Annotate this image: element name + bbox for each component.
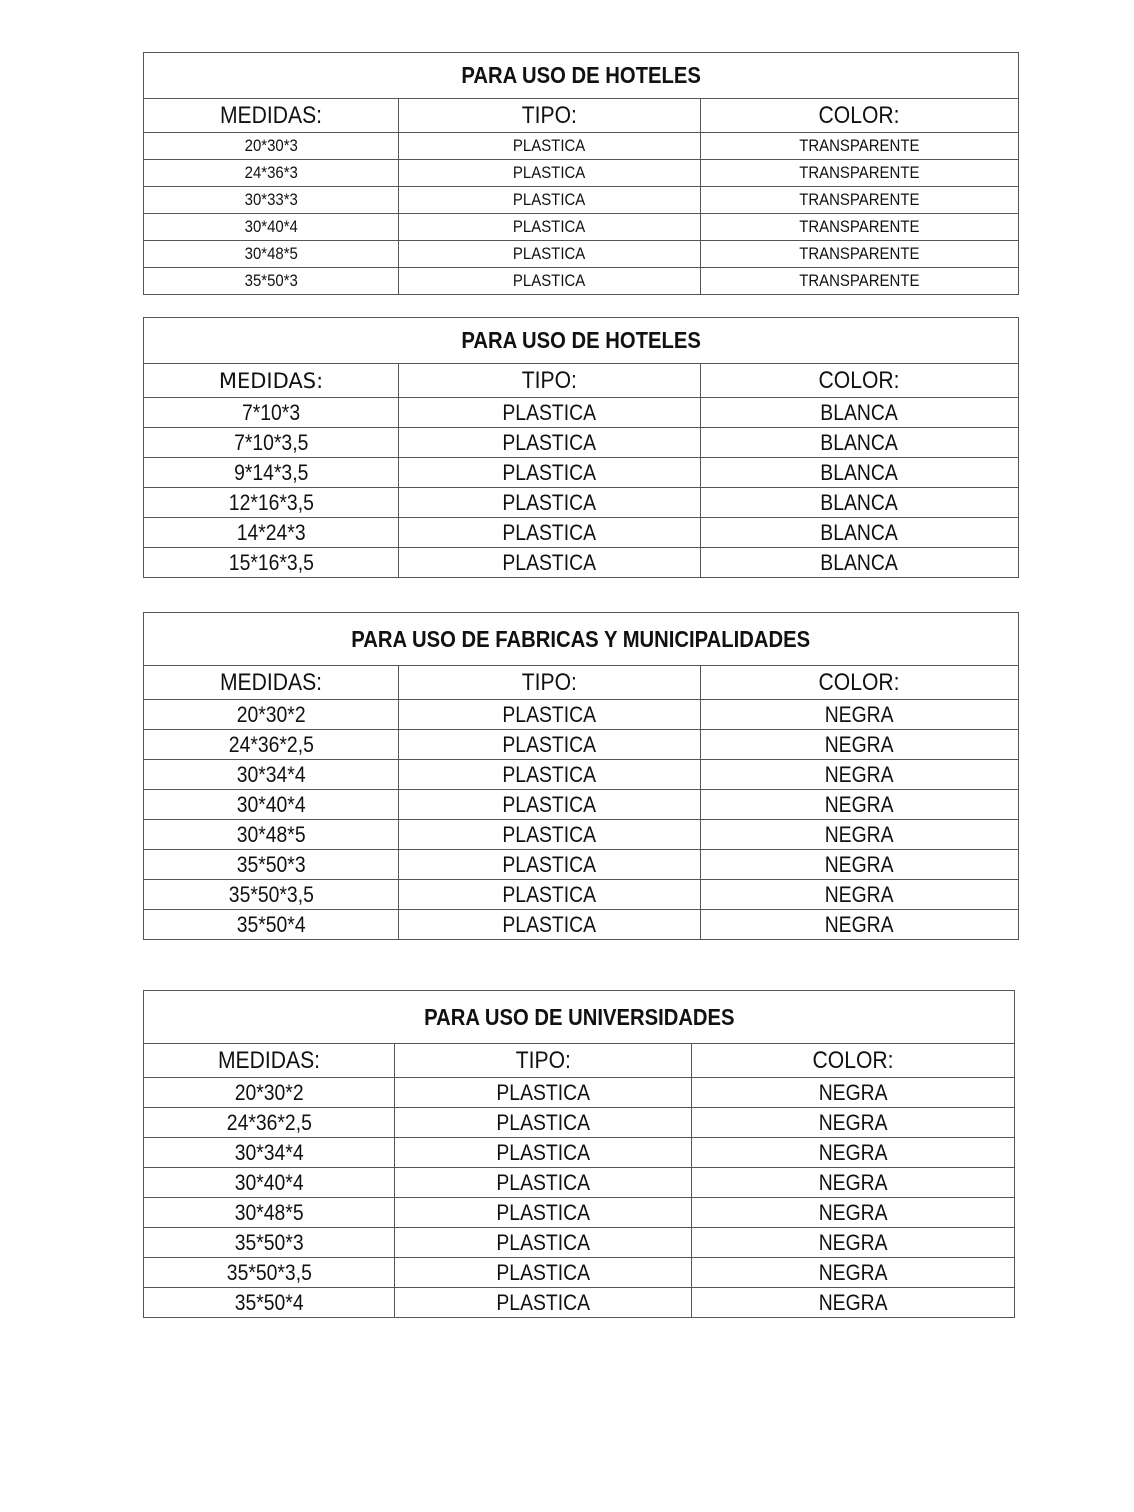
table-header-row bbox=[144, 666, 1019, 700]
cell-color bbox=[701, 398, 1019, 428]
cell-tipo bbox=[399, 488, 701, 518]
header-medidas bbox=[144, 666, 399, 700]
table-row bbox=[144, 1108, 1015, 1138]
cell-medidas-text: 30*48*5 bbox=[236, 821, 306, 847]
table-title-cell bbox=[144, 318, 1019, 364]
cell-tipo-text: PLASTICA bbox=[502, 731, 597, 757]
cell-color bbox=[692, 1168, 1015, 1198]
cell-color bbox=[701, 160, 1019, 187]
cell-medidas bbox=[144, 760, 399, 790]
cell-color bbox=[692, 1198, 1015, 1228]
header-tipo-label: TIPO: bbox=[515, 1046, 571, 1074]
cell-tipo-text: PLASTICA bbox=[496, 1079, 590, 1105]
cell-tipo-text: PLASTICA bbox=[502, 701, 597, 727]
cell-color bbox=[701, 760, 1019, 790]
cell-medidas bbox=[144, 458, 399, 488]
header-tipo bbox=[399, 364, 701, 398]
cell-tipo-text: PLASTICA bbox=[513, 217, 586, 236]
header-color bbox=[701, 99, 1019, 133]
cell-tipo bbox=[399, 458, 701, 488]
cell-medidas bbox=[144, 548, 399, 578]
table-row bbox=[144, 1288, 1015, 1318]
cell-tipo-text: PLASTICA bbox=[502, 429, 597, 455]
header-color-label: COLOR: bbox=[819, 366, 900, 394]
cell-tipo bbox=[395, 1288, 692, 1318]
table-title: PARA USO DE FABRICAS Y MUNICIPALIDADES bbox=[351, 625, 811, 652]
header-medidas-label: MEDIDAS: bbox=[219, 101, 323, 129]
cell-medidas-text: 20*30*2 bbox=[234, 1079, 304, 1105]
table-row bbox=[144, 518, 1019, 548]
header-tipo bbox=[399, 99, 701, 133]
cell-color-text: NEGRA bbox=[825, 911, 894, 937]
cell-tipo-text: PLASTICA bbox=[496, 1109, 590, 1135]
cell-color-text: TRANSPARENTE bbox=[799, 163, 920, 182]
header-tipo-label: TIPO: bbox=[521, 101, 578, 129]
cell-color-text: NEGRA bbox=[825, 791, 894, 817]
header-medidas-label: MEDIDAS: bbox=[218, 368, 324, 393]
table-row bbox=[144, 241, 1019, 268]
table-hoteles-transparente bbox=[143, 52, 1019, 295]
cell-tipo bbox=[399, 880, 701, 910]
cell-tipo-text: PLASTICA bbox=[502, 761, 597, 787]
cell-tipo-text: PLASTICA bbox=[502, 459, 597, 485]
cell-medidas-text: 35*50*4 bbox=[236, 911, 306, 937]
header-color bbox=[701, 666, 1019, 700]
cell-medidas bbox=[144, 850, 399, 880]
cell-medidas bbox=[144, 700, 399, 730]
cell-medidas bbox=[144, 214, 399, 241]
cell-color bbox=[701, 910, 1019, 940]
cell-medidas bbox=[144, 428, 399, 458]
cell-color bbox=[701, 187, 1019, 214]
cell-medidas-text: 7*10*3 bbox=[241, 399, 301, 425]
cell-medidas bbox=[144, 910, 399, 940]
cell-color bbox=[701, 133, 1019, 160]
cell-medidas bbox=[144, 1168, 395, 1198]
header-color bbox=[692, 1044, 1015, 1078]
cell-tipo bbox=[399, 850, 701, 880]
cell-tipo bbox=[395, 1138, 692, 1168]
cell-color bbox=[692, 1228, 1015, 1258]
cell-medidas bbox=[144, 820, 399, 850]
cell-medidas bbox=[144, 398, 399, 428]
cell-medidas-text: 35*50*3 bbox=[236, 851, 306, 877]
cell-medidas bbox=[144, 268, 399, 295]
cell-medidas-text: 24*36*2,5 bbox=[226, 1109, 312, 1135]
header-medidas bbox=[144, 364, 399, 398]
cell-color bbox=[701, 428, 1019, 458]
cell-tipo bbox=[395, 1168, 692, 1198]
cell-color bbox=[692, 1258, 1015, 1288]
cell-medidas bbox=[144, 488, 399, 518]
table-row bbox=[144, 458, 1019, 488]
header-tipo-label: TIPO: bbox=[521, 366, 578, 394]
cell-color-text: TRANSPARENTE bbox=[799, 271, 920, 290]
cell-medidas-text: 30*33*3 bbox=[244, 190, 298, 209]
cell-medidas-text: 35*50*3 bbox=[244, 271, 298, 290]
table-fabricas-municipalidades bbox=[143, 612, 1019, 940]
cell-tipo bbox=[399, 160, 701, 187]
cell-medidas bbox=[144, 187, 399, 214]
cell-tipo bbox=[399, 700, 701, 730]
cell-medidas-text: 12*16*3,5 bbox=[228, 489, 314, 515]
header-medidas bbox=[144, 1044, 395, 1078]
cell-color-text: NEGRA bbox=[825, 701, 894, 727]
cell-medidas-text: 15*16*3,5 bbox=[228, 549, 314, 575]
cell-medidas-text: 30*34*4 bbox=[234, 1139, 304, 1165]
cell-color bbox=[692, 1078, 1015, 1108]
cell-color-text: BLANCA bbox=[820, 399, 899, 425]
cell-color bbox=[701, 214, 1019, 241]
cell-color bbox=[701, 518, 1019, 548]
cell-tipo bbox=[395, 1108, 692, 1138]
cell-color-text: BLANCA bbox=[820, 429, 899, 455]
cell-tipo-text: PLASTICA bbox=[513, 190, 586, 209]
cell-medidas-text: 30*40*4 bbox=[236, 791, 306, 817]
table-row bbox=[144, 428, 1019, 458]
cell-color-text: BLANCA bbox=[820, 549, 899, 575]
cell-medidas bbox=[144, 880, 399, 910]
table-row bbox=[144, 820, 1019, 850]
cell-medidas bbox=[144, 790, 399, 820]
cell-medidas bbox=[144, 730, 399, 760]
cell-tipo-text: PLASTICA bbox=[496, 1259, 590, 1285]
cell-color-text: BLANCA bbox=[820, 519, 899, 545]
cell-tipo bbox=[395, 1078, 692, 1108]
cell-color bbox=[701, 700, 1019, 730]
cell-medidas-text: 35*50*4 bbox=[234, 1289, 304, 1315]
cell-medidas-text: 30*34*4 bbox=[236, 761, 306, 787]
table-title: PARA USO DE UNIVERSIDADES bbox=[423, 1003, 735, 1030]
cell-color-text: NEGRA bbox=[818, 1259, 888, 1285]
table-row bbox=[144, 1228, 1015, 1258]
table-title-cell bbox=[144, 613, 1019, 666]
cell-tipo bbox=[399, 910, 701, 940]
cell-color-text: NEGRA bbox=[818, 1169, 888, 1195]
cell-color-text: NEGRA bbox=[818, 1109, 888, 1135]
cell-color bbox=[701, 820, 1019, 850]
cell-tipo-text: PLASTICA bbox=[502, 791, 597, 817]
cell-tipo-text: PLASTICA bbox=[502, 549, 597, 575]
cell-tipo-text: PLASTICA bbox=[496, 1139, 590, 1165]
cell-medidas bbox=[144, 1198, 395, 1228]
cell-color bbox=[701, 488, 1019, 518]
cell-color-text: BLANCA bbox=[820, 459, 899, 485]
table-row bbox=[144, 214, 1019, 241]
cell-medidas-text: 35*50*3,5 bbox=[228, 881, 314, 907]
cell-tipo-text: PLASTICA bbox=[502, 881, 597, 907]
cell-tipo bbox=[399, 548, 701, 578]
cell-tipo bbox=[399, 241, 701, 268]
cell-color bbox=[701, 548, 1019, 578]
cell-medidas bbox=[144, 518, 399, 548]
cell-tipo bbox=[399, 820, 701, 850]
cell-medidas-text: 20*30*2 bbox=[236, 701, 306, 727]
cell-tipo-text: PLASTICA bbox=[502, 519, 597, 545]
cell-color-text: TRANSPARENTE bbox=[799, 244, 920, 263]
cell-medidas bbox=[144, 1288, 395, 1318]
cell-color bbox=[701, 790, 1019, 820]
cell-tipo bbox=[399, 428, 701, 458]
table-header-row bbox=[144, 99, 1019, 133]
header-medidas-label: MEDIDAS: bbox=[217, 1046, 321, 1074]
cell-color bbox=[692, 1108, 1015, 1138]
cell-tipo bbox=[395, 1198, 692, 1228]
cell-medidas-text: 35*50*3,5 bbox=[226, 1259, 312, 1285]
table-row bbox=[144, 760, 1019, 790]
cell-tipo-text: PLASTICA bbox=[496, 1289, 590, 1315]
table-row bbox=[144, 548, 1019, 578]
cell-medidas bbox=[144, 1108, 395, 1138]
header-color-label: COLOR: bbox=[812, 1046, 894, 1074]
table-title: PARA USO DE HOTELES bbox=[461, 62, 701, 88]
cell-color-text: NEGRA bbox=[818, 1289, 888, 1315]
cell-tipo bbox=[395, 1228, 692, 1258]
header-medidas-label: MEDIDAS: bbox=[219, 668, 323, 696]
cell-tipo bbox=[399, 398, 701, 428]
cell-medidas-text: 30*40*4 bbox=[244, 217, 298, 236]
cell-tipo-text: PLASTICA bbox=[513, 163, 586, 182]
table-title-cell bbox=[144, 53, 1019, 99]
cell-tipo bbox=[399, 518, 701, 548]
table-row bbox=[144, 790, 1019, 820]
cell-tipo bbox=[399, 790, 701, 820]
table-title-cell bbox=[144, 991, 1015, 1044]
cell-color bbox=[701, 850, 1019, 880]
table-row bbox=[144, 700, 1019, 730]
cell-color-text: NEGRA bbox=[818, 1229, 888, 1255]
table-title-row bbox=[144, 991, 1015, 1044]
cell-color-text: NEGRA bbox=[825, 851, 894, 877]
cell-tipo-text: PLASTICA bbox=[496, 1169, 590, 1195]
cell-color-text: NEGRA bbox=[825, 881, 894, 907]
cell-tipo-text: PLASTICA bbox=[496, 1199, 590, 1225]
cell-medidas-text: 30*40*4 bbox=[234, 1169, 304, 1195]
table-row bbox=[144, 1138, 1015, 1168]
cell-color-text: NEGRA bbox=[818, 1079, 888, 1105]
cell-color bbox=[692, 1138, 1015, 1168]
cell-medidas-text: 20*30*3 bbox=[244, 136, 298, 155]
table-title-row bbox=[144, 318, 1019, 364]
table-row bbox=[144, 1198, 1015, 1228]
cell-tipo bbox=[399, 133, 701, 160]
cell-tipo-text: PLASTICA bbox=[502, 489, 597, 515]
header-tipo bbox=[395, 1044, 692, 1078]
table-row bbox=[144, 1078, 1015, 1108]
cell-medidas-text: 7*10*3,5 bbox=[233, 429, 309, 455]
cell-medidas bbox=[144, 241, 399, 268]
cell-medidas-text: 9*14*3,5 bbox=[233, 459, 309, 485]
cell-color bbox=[701, 880, 1019, 910]
table-row bbox=[144, 187, 1019, 214]
cell-color-text: NEGRA bbox=[818, 1139, 888, 1165]
cell-medidas-text: 24*36*3 bbox=[244, 163, 298, 182]
table-row bbox=[144, 850, 1019, 880]
cell-color-text: NEGRA bbox=[825, 821, 894, 847]
cell-medidas bbox=[144, 1228, 395, 1258]
table-header-row bbox=[144, 364, 1019, 398]
table-row bbox=[144, 160, 1019, 187]
table-title-row bbox=[144, 53, 1019, 99]
header-tipo bbox=[399, 666, 701, 700]
cell-tipo-text: PLASTICA bbox=[502, 911, 597, 937]
cell-color-text: TRANSPARENTE bbox=[799, 136, 920, 155]
cell-medidas bbox=[144, 133, 399, 160]
cell-tipo bbox=[399, 760, 701, 790]
cell-tipo bbox=[399, 187, 701, 214]
header-medidas bbox=[144, 99, 399, 133]
cell-color-text: NEGRA bbox=[825, 761, 894, 787]
table-hoteles-blanca bbox=[143, 317, 1019, 578]
cell-tipo-text: PLASTICA bbox=[513, 136, 586, 155]
cell-color-text: NEGRA bbox=[825, 731, 894, 757]
cell-medidas bbox=[144, 160, 399, 187]
header-color-label: COLOR: bbox=[819, 668, 900, 696]
cell-tipo bbox=[399, 730, 701, 760]
cell-medidas-text: 30*48*5 bbox=[234, 1199, 304, 1225]
cell-medidas-text: 14*24*3 bbox=[236, 519, 306, 545]
cell-color-text: TRANSPARENTE bbox=[799, 190, 920, 209]
table-universidades bbox=[143, 990, 1015, 1318]
cell-color bbox=[701, 268, 1019, 295]
header-color-label: COLOR: bbox=[819, 101, 900, 129]
cell-tipo-text: PLASTICA bbox=[502, 821, 597, 847]
cell-color bbox=[692, 1288, 1015, 1318]
cell-color bbox=[701, 241, 1019, 268]
cell-tipo bbox=[399, 214, 701, 241]
cell-tipo-text: PLASTICA bbox=[496, 1229, 590, 1255]
table-row bbox=[144, 1168, 1015, 1198]
cell-medidas bbox=[144, 1258, 395, 1288]
table-row bbox=[144, 133, 1019, 160]
cell-medidas bbox=[144, 1138, 395, 1168]
cell-tipo-text: PLASTICA bbox=[513, 271, 586, 290]
cell-tipo-text: PLASTICA bbox=[502, 399, 597, 425]
table-header-row bbox=[144, 1044, 1015, 1078]
cell-medidas-text: 24*36*2,5 bbox=[228, 731, 314, 757]
cell-tipo-text: PLASTICA bbox=[502, 851, 597, 877]
table-title-row bbox=[144, 613, 1019, 666]
cell-tipo-text: PLASTICA bbox=[513, 244, 586, 263]
cell-medidas-text: 35*50*3 bbox=[234, 1229, 304, 1255]
cell-color bbox=[701, 458, 1019, 488]
cell-medidas bbox=[144, 1078, 395, 1108]
table-row bbox=[144, 730, 1019, 760]
table-title: PARA USO DE HOTELES bbox=[461, 327, 701, 353]
table-row bbox=[144, 488, 1019, 518]
cell-color-text: BLANCA bbox=[820, 489, 899, 515]
header-tipo-label: TIPO: bbox=[521, 668, 578, 696]
cell-medidas-text: 30*48*5 bbox=[244, 244, 298, 263]
cell-color-text: TRANSPARENTE bbox=[799, 217, 920, 236]
table-row bbox=[144, 880, 1019, 910]
cell-tipo bbox=[399, 268, 701, 295]
header-color bbox=[701, 364, 1019, 398]
cell-color bbox=[701, 730, 1019, 760]
table-row bbox=[144, 398, 1019, 428]
table-row bbox=[144, 910, 1019, 940]
table-row bbox=[144, 268, 1019, 295]
table-row bbox=[144, 1258, 1015, 1288]
cell-color-text: NEGRA bbox=[818, 1199, 888, 1225]
cell-tipo bbox=[395, 1258, 692, 1288]
